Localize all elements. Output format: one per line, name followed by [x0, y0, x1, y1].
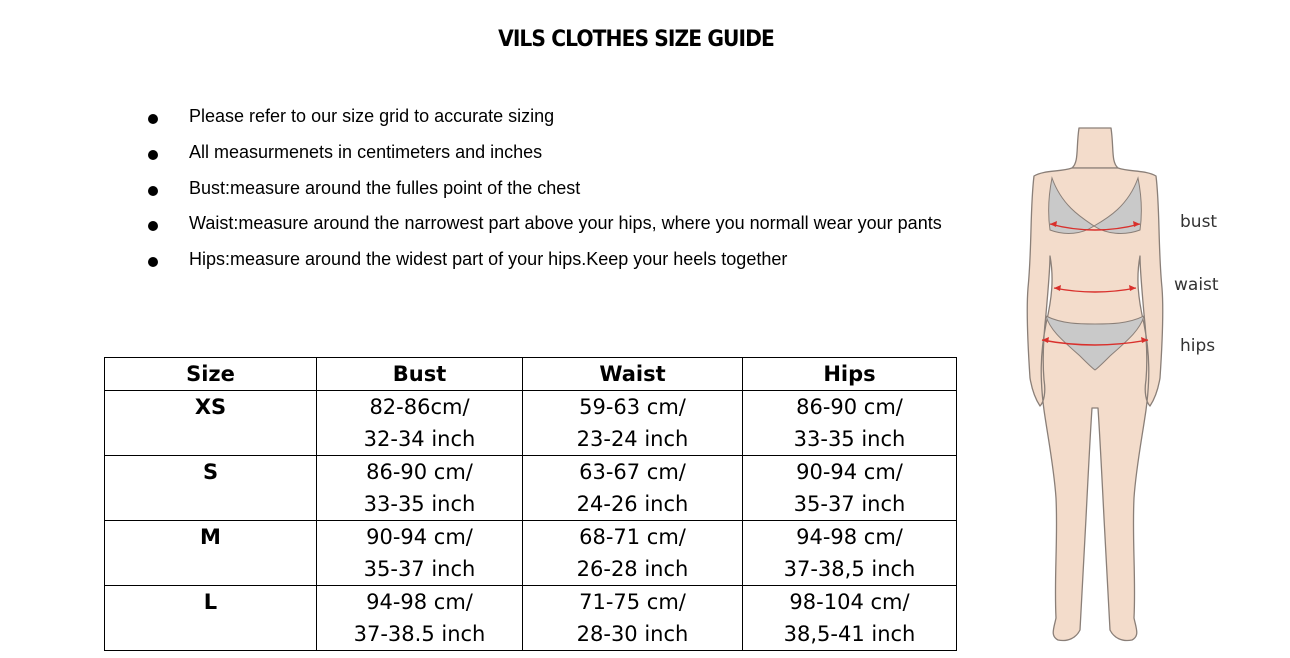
table-row: [105, 391, 957, 456]
bust-cell: [317, 586, 523, 651]
bullet-icon: [148, 221, 158, 231]
bullet-icon: [148, 150, 158, 160]
cm-value: 90-94 cm/: [366, 525, 473, 549]
bullet-icon: [148, 186, 158, 196]
waist-cell: [523, 586, 743, 651]
body-measurement-figure: [1010, 118, 1280, 658]
inch-value: 23-24 inch: [576, 427, 689, 451]
hips-cell: [743, 521, 957, 586]
inch-value: 24-26 inch: [576, 492, 689, 516]
inch-value: 35-37 inch: [363, 557, 476, 581]
inch-value: 33-35 inch: [793, 427, 906, 451]
hips-cell: [743, 456, 957, 521]
note-text: Bust:measure around the fulles point of the chest: [189, 178, 581, 198]
cm-value: 71-75 cm/: [579, 590, 686, 614]
size-cell: S: [105, 456, 317, 521]
cm-value: 98-104 cm/: [789, 590, 910, 614]
table-row: [105, 456, 957, 521]
table-row: [105, 521, 957, 586]
inch-value: 35-37 inch: [793, 492, 906, 516]
cm-value: 86-90 cm/: [796, 395, 903, 419]
header-size: Size: [105, 358, 317, 391]
note-item: [0, 178, 1000, 214]
waist-cell: [523, 456, 743, 521]
bust-label: bust: [1180, 212, 1218, 232]
inch-value: 28-30 inch: [576, 622, 689, 646]
note-item: [0, 249, 1000, 285]
header-bust: Bust: [317, 358, 523, 391]
bust-cell: [317, 456, 523, 521]
cm-value: 68-71 cm/: [579, 525, 686, 549]
note-item: [0, 142, 1000, 178]
inch-value: 32-34 inch: [363, 427, 476, 451]
hips-cell: [743, 391, 957, 456]
inch-value: 37-38.5 inch: [353, 622, 486, 646]
header-waist: Waist: [523, 358, 743, 391]
note-text: Please refer to our size grid to accurate sizing: [189, 106, 555, 126]
inch-value: 33-35 inch: [363, 492, 476, 516]
bust-cell: [317, 521, 523, 586]
body-silhouette-icon: [1010, 118, 1280, 648]
waist-label: waist: [1174, 275, 1219, 295]
size-cell: L: [105, 586, 317, 651]
note-text: All measurmenets in centimeters and inches: [189, 142, 543, 162]
size-cell: XS: [105, 391, 317, 456]
bust-cell: [317, 391, 523, 456]
cm-value: 63-67 cm/: [579, 460, 686, 484]
size-chart-table: [104, 357, 957, 651]
bullet-icon: [148, 114, 158, 124]
note-item: [0, 213, 1000, 249]
cm-value: 59-63 cm/: [579, 395, 686, 419]
hips-label: hips: [1180, 336, 1216, 356]
cm-value: 94-98 cm/: [366, 590, 473, 614]
note-item: [0, 106, 1000, 142]
cm-value: 86-90 cm/: [366, 460, 473, 484]
cm-value: 82-86cm/: [369, 395, 470, 419]
table-header-row: [105, 358, 957, 391]
inch-value: 37-38,5 inch: [783, 557, 916, 581]
header-hips: Hips: [743, 358, 957, 391]
waist-cell: [523, 391, 743, 456]
table-row: [105, 586, 957, 651]
hips-cell: [743, 586, 957, 651]
inch-value: 26-28 inch: [576, 557, 689, 581]
page-title: VILS CLOTHES SIZE GUIDE: [498, 27, 774, 52]
waist-cell: [523, 521, 743, 586]
inch-value: 38,5-41 inch: [783, 622, 916, 646]
note-text: Waist:measure around the narrowest part above your hips, where you normall wear your pants: [189, 213, 942, 233]
cm-value: 90-94 cm/: [796, 460, 903, 484]
bullet-icon: [148, 257, 158, 267]
size-cell: M: [105, 521, 317, 586]
cm-value: 94-98 cm/: [796, 525, 903, 549]
note-text: Hips:measure around the widest part of your hips.Keep your heels together: [189, 249, 788, 269]
